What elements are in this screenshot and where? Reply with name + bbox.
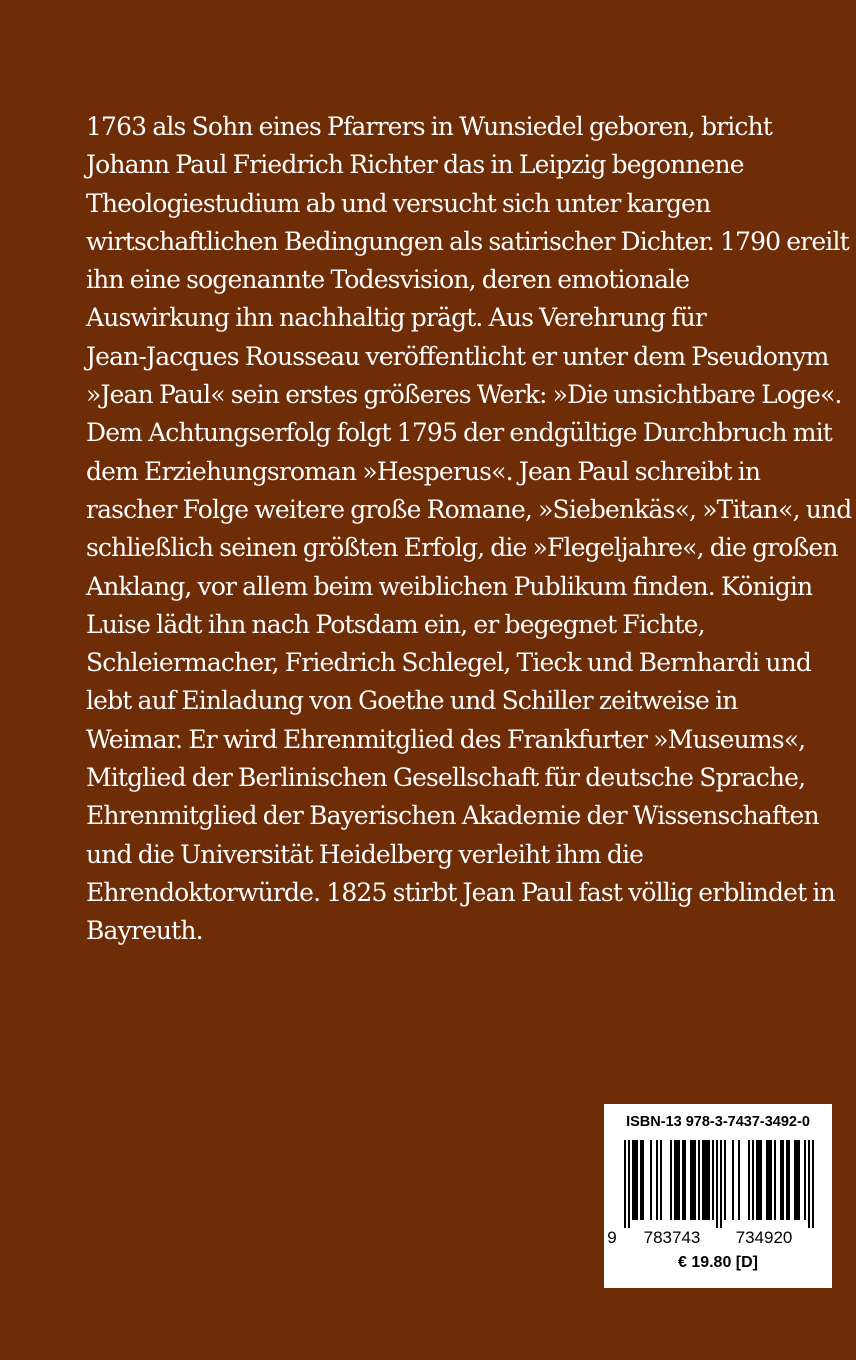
- blurb-line: Theologiestudium ab und versucht sich unter kargen: [86, 188, 711, 218]
- blurb-line: Luise lädt ihn nach Potsdam ein, er begegnet Fichte,: [86, 609, 705, 639]
- barcode-bar: [702, 1140, 704, 1220]
- barcode-bar: [684, 1140, 686, 1220]
- barcode-bar: [678, 1140, 680, 1220]
- barcode-bar: [724, 1140, 726, 1220]
- blurb-line: Ehrenmitglied der Bayerischen Akademie der Wissenschaften: [86, 801, 819, 831]
- barcode-bar: [804, 1140, 806, 1220]
- barcode-bar: [660, 1140, 662, 1220]
- barcode-bar: [716, 1140, 718, 1228]
- blurb-line: 1763 als Sohn eines Pfarrers in Wunsiedel geboren, bricht: [86, 112, 772, 141]
- back-cover-blurb: [86, 108, 852, 951]
- barcode-bar: [656, 1140, 658, 1220]
- barcode-bar: [732, 1140, 734, 1220]
- barcode-bar: [780, 1140, 782, 1220]
- barcode-bar: [628, 1140, 630, 1228]
- barcode-bar: [670, 1140, 672, 1220]
- blurb-line: wirtschaftlichen Bedingungen als satirischer Dichter. 1790 ereilt: [86, 226, 849, 256]
- barcode-bar: [808, 1140, 810, 1228]
- barcode-digit-group: 783743: [643, 1228, 701, 1247]
- barcode-digit-group: 734920: [735, 1228, 793, 1247]
- isbn-label: ISBN-13 978-3-7437-3492-0: [626, 1114, 810, 1130]
- blurb-line: Jean-Jacques Rousseau veröffentlicht er unter dem Pseudonym: [86, 341, 829, 371]
- barcode-bar: [760, 1140, 762, 1220]
- barcode-bar: [770, 1140, 772, 1220]
- blurb-line: Weimar. Er wird Ehrenmitglied des Frankfurter »Museums«,: [86, 724, 806, 754]
- blurb-line: lebt auf Einladung von Goethe und Schiller zeitweise in: [86, 686, 738, 716]
- blurb-line: Anklang, vor allem beim weiblichen Publikum finden. Königin: [86, 571, 813, 601]
- blurb-line: Mitglied der Berlinischen Gesellschaft für deutsche Sprache,: [86, 763, 806, 793]
- blurb-line: und die Universität Heidelberg verleiht ihm die: [86, 839, 644, 869]
- barcode-bar: [756, 1140, 758, 1220]
- barcode-bar: [796, 1140, 798, 1220]
- blurb-line: dem Erziehungsroman »Hesperus«. Jean Paul schreibt in: [86, 456, 761, 486]
- barcode-bar: [634, 1140, 636, 1220]
- barcode-bar: [642, 1140, 644, 1220]
- barcode-bar: [752, 1140, 754, 1220]
- barcode-bar: [704, 1140, 706, 1220]
- barcode-bar: [676, 1140, 678, 1220]
- blurb-line: Dem Achtungserfolg folgt 1795 der endgültige Durchbruch mit: [86, 418, 832, 448]
- barcode-bar: [748, 1140, 750, 1220]
- barcode-bar: [758, 1140, 760, 1220]
- blurb-line: rascher Folge weitere große Romane, »Siebenkäs«, »Titan«, und: [86, 494, 852, 524]
- barcode-bar: [706, 1140, 708, 1220]
- barcode-bar: [708, 1140, 710, 1220]
- barcode-bar: [720, 1140, 722, 1228]
- barcode-bar: [682, 1140, 684, 1220]
- barcode-digit-group: 9: [607, 1228, 617, 1247]
- barcode-bar: [674, 1140, 676, 1220]
- blurb-line: Ehrendoktorwürde. 1825 stirbt Jean Paul fast völlig erblindet in: [86, 877, 835, 907]
- ean13-barcode: [604, 1104, 832, 1254]
- barcode-bar: [782, 1140, 784, 1220]
- barcode-bar: [786, 1140, 788, 1220]
- barcode-bar: [774, 1140, 776, 1220]
- barcode-bar: [698, 1140, 700, 1220]
- barcode-bar: [624, 1140, 626, 1228]
- isbn-barcode-box: [604, 1104, 832, 1288]
- blurb-line: ihn eine sogenannte Todesvision, deren emotionale: [86, 265, 690, 295]
- barcode-bar: [812, 1140, 814, 1228]
- barcode-bar: [798, 1140, 800, 1220]
- blurb-line: Auswirkung ihn nachhaltig prägt. Aus Verehrung für: [86, 303, 706, 333]
- price-label: € 19.80 [D]: [677, 1254, 759, 1271]
- barcode-bar: [640, 1140, 642, 1220]
- barcode-bar: [738, 1140, 740, 1220]
- barcode-bar: [766, 1140, 768, 1220]
- barcode-bar: [794, 1140, 796, 1220]
- barcode-bar: [788, 1140, 790, 1220]
- barcode-bar: [694, 1140, 696, 1220]
- blurb-line: Bayreuth.: [86, 916, 203, 946]
- barcode-bar: [636, 1140, 638, 1220]
- blurb-line: Schleiermacher, Friedrich Schlegel, Tieck und Bernhardi und: [86, 648, 812, 678]
- blurb-line: »Jean Paul« sein erstes größeres Werk: »Die unsichtbare Loge«.: [86, 380, 842, 410]
- barcode-bar: [712, 1140, 714, 1220]
- barcode-bar: [768, 1140, 770, 1220]
- barcode-bar: [690, 1140, 692, 1220]
- barcode-bar: [692, 1140, 694, 1220]
- barcode-bar: [650, 1140, 652, 1220]
- blurb-line: schließlich seinen größten Erfolg, die »Flegeljahre«, die großen: [86, 533, 838, 563]
- blurb-line: Johann Paul Friedrich Richter das in Leipzig begonnene: [86, 150, 744, 180]
- barcode-bar: [632, 1140, 634, 1220]
